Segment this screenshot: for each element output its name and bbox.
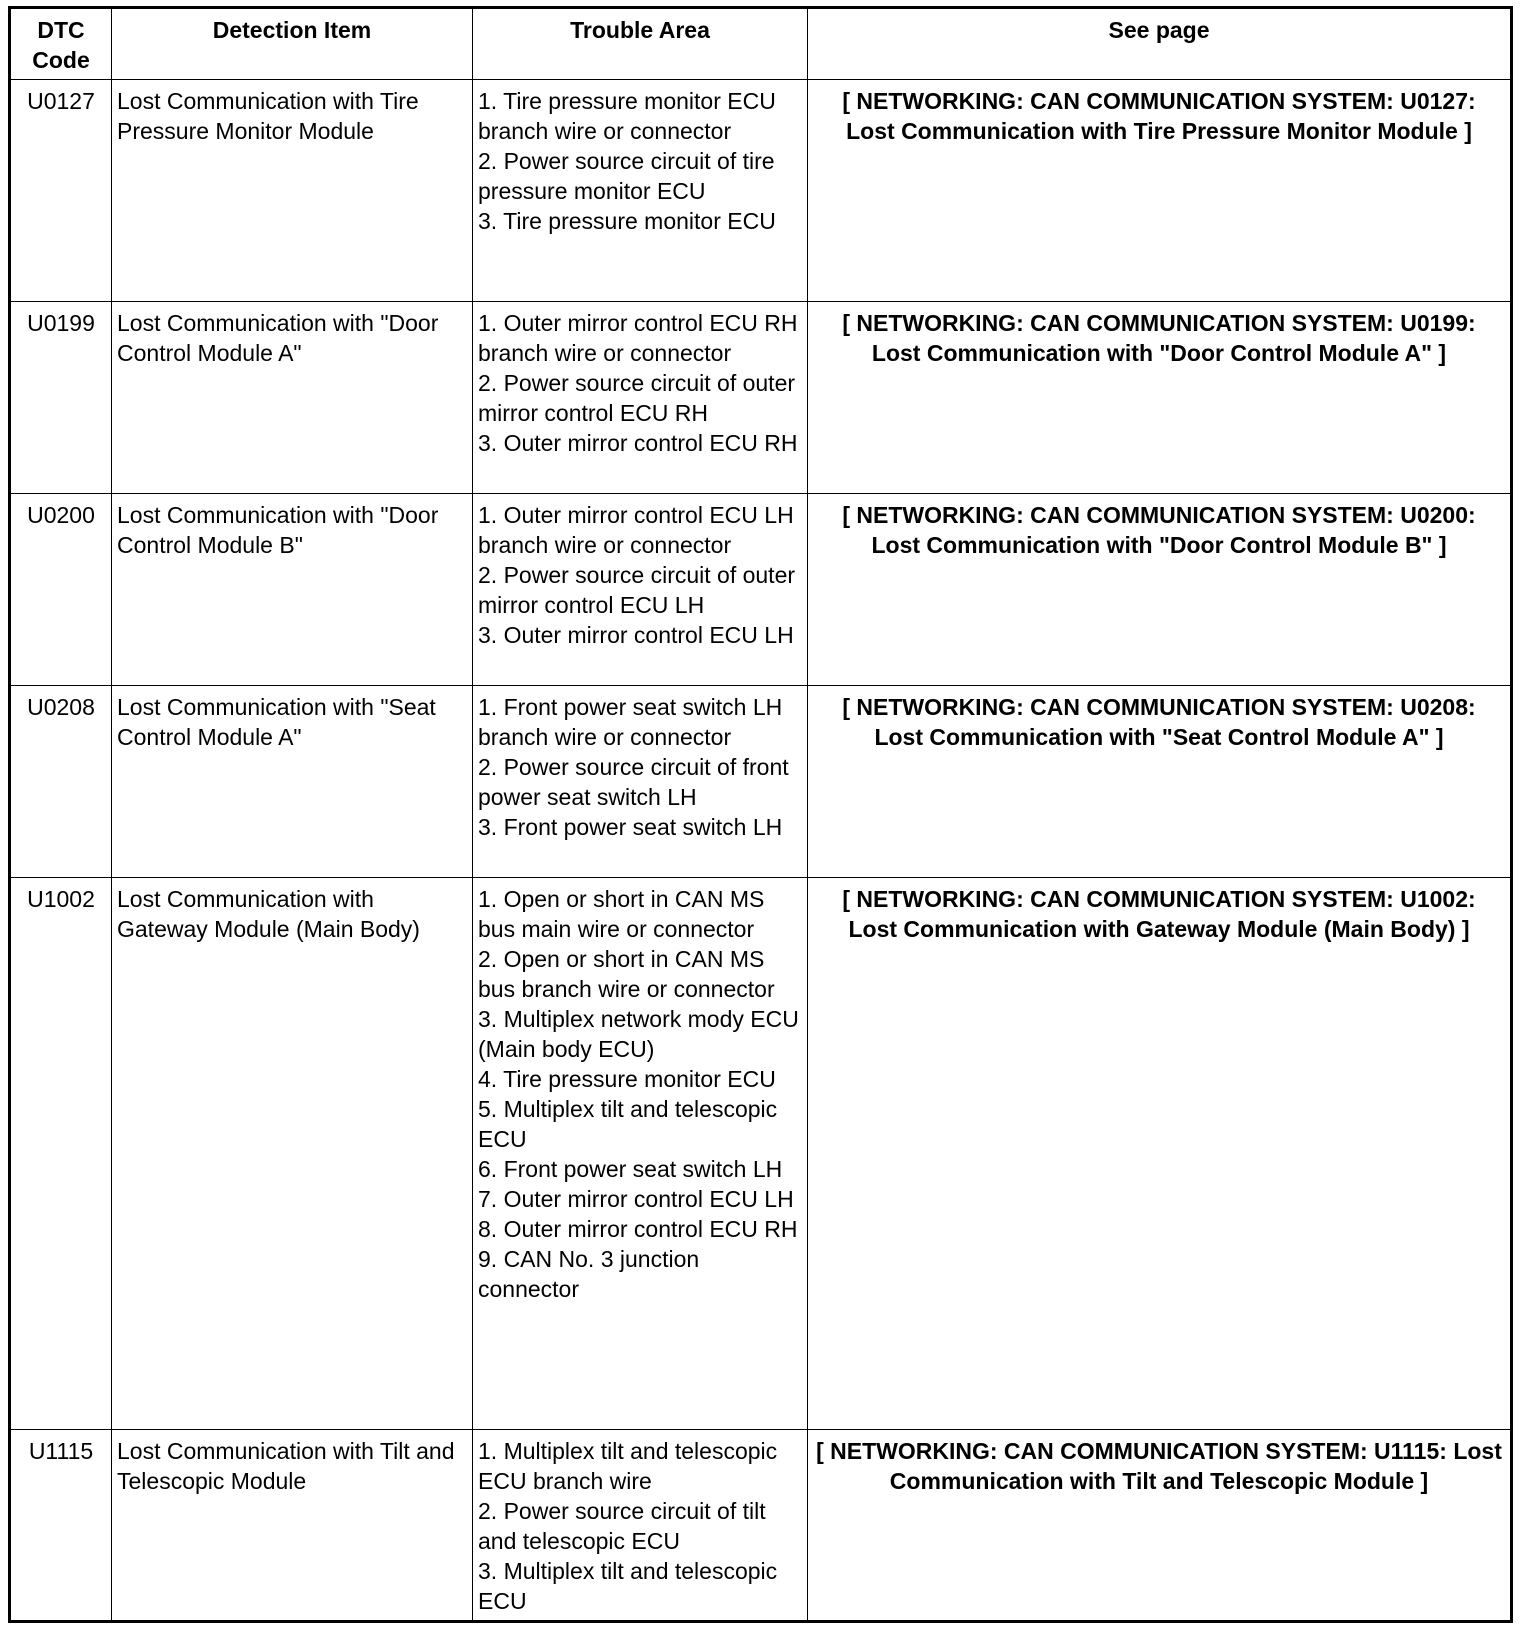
dtc-code-cell: U0199 bbox=[10, 302, 112, 494]
header-trouble-area: Trouble Area bbox=[473, 8, 808, 80]
trouble-area-item: 2. Power source circuit of front power seat switch LH bbox=[478, 754, 789, 810]
trouble-area-item: 2. Power source circuit of tire pressure monitor ECU bbox=[478, 148, 775, 204]
trouble-area-cell bbox=[473, 80, 808, 302]
dtc-code-cell: U1115 bbox=[10, 1430, 112, 1622]
table-row bbox=[10, 878, 1512, 1430]
trouble-area-cell bbox=[473, 1430, 808, 1622]
table-body bbox=[10, 80, 1512, 1622]
header-dtc-code: DTC Code bbox=[10, 8, 112, 80]
trouble-area-cell bbox=[473, 494, 808, 686]
see-page-link[interactable]: [ NETWORKING: CAN COMMUNICATION SYSTEM: U0208: Lost Communication with "Seat Control Module A" ] bbox=[808, 686, 1512, 878]
trouble-area-item: 2. Power source circuit of tilt and telescopic ECU bbox=[478, 1498, 766, 1554]
trouble-area-item: 3. Outer mirror control ECU LH bbox=[478, 622, 794, 648]
dtc-code-cell: U0127 bbox=[10, 80, 112, 302]
table-row bbox=[10, 494, 1512, 686]
detection-item-cell: Lost Communication with "Seat Control Module A" bbox=[112, 686, 473, 878]
table-header-row bbox=[10, 8, 1512, 80]
detection-item-cell: Lost Communication with Gateway Module (Main Body) bbox=[112, 878, 473, 1430]
dtc-code-cell: U0200 bbox=[10, 494, 112, 686]
see-page-link[interactable]: [ NETWORKING: CAN COMMUNICATION SYSTEM: U1002: Lost Communication with Gateway Module (Main Body) ] bbox=[808, 878, 1512, 1430]
detection-item-cell: Lost Communication with Tilt and Telescopic Module bbox=[112, 1430, 473, 1622]
trouble-area-item: 4. Tire pressure monitor ECU bbox=[478, 1066, 776, 1092]
dtc-table bbox=[8, 6, 1513, 1623]
trouble-area-item: 2. Open or short in CAN MS bus branch wire or connector bbox=[478, 946, 775, 1002]
trouble-area-item: 9. CAN No. 3 junction connector bbox=[478, 1246, 700, 1302]
trouble-area-cell bbox=[473, 878, 808, 1430]
trouble-area-item: 1. Outer mirror control ECU LH branch wire or connector bbox=[478, 502, 794, 558]
dtc-code-cell: U1002 bbox=[10, 878, 112, 1430]
trouble-area-item: 1. Outer mirror control ECU RH branch wire or connector bbox=[478, 310, 798, 366]
see-page-link[interactable]: [ NETWORKING: CAN COMMUNICATION SYSTEM: U0199: Lost Communication with "Door Control Module A" ] bbox=[808, 302, 1512, 494]
trouble-area-item: 1. Tire pressure monitor ECU branch wire or connector bbox=[478, 88, 776, 144]
trouble-area-item: 7. Outer mirror control ECU LH bbox=[478, 1186, 794, 1212]
trouble-area-item: 8. Outer mirror control ECU RH bbox=[478, 1216, 798, 1242]
trouble-area-cell bbox=[473, 302, 808, 494]
trouble-area-item: 2. Power source circuit of outer mirror control ECU LH bbox=[478, 562, 796, 618]
trouble-area-item: 1. Open or short in CAN MS bus main wire or connector bbox=[478, 886, 765, 942]
see-page-link[interactable]: [ NETWORKING: CAN COMMUNICATION SYSTEM: U1115: Lost Communication with Tilt and Telescopic Module ] bbox=[808, 1430, 1512, 1622]
see-page-link[interactable]: [ NETWORKING: CAN COMMUNICATION SYSTEM: U0200: Lost Communication with "Door Control Module B" ] bbox=[808, 494, 1512, 686]
trouble-area-item: 3. Tire pressure monitor ECU bbox=[478, 208, 776, 234]
table-row bbox=[10, 80, 1512, 302]
trouble-area-item: 3. Multiplex tilt and telescopic ECU bbox=[478, 1558, 778, 1614]
see-page-link[interactable]: [ NETWORKING: CAN COMMUNICATION SYSTEM: U0127: Lost Communication with Tire Pressure Monitor Module ] bbox=[808, 80, 1512, 302]
trouble-area-item: 2. Power source circuit of outer mirror control ECU RH bbox=[478, 370, 796, 426]
trouble-area-item: 1. Multiplex tilt and telescopic ECU branch wire bbox=[478, 1438, 778, 1494]
header-detection-item: Detection Item bbox=[112, 8, 473, 80]
trouble-area-item: 3. Outer mirror control ECU RH bbox=[478, 430, 798, 456]
detection-item-cell: Lost Communication with "Door Control Module B" bbox=[112, 494, 473, 686]
trouble-area-item: 3. Multiplex network mody ECU (Main body ECU) bbox=[478, 1006, 799, 1062]
trouble-area-item: 5. Multiplex tilt and telescopic ECU bbox=[478, 1096, 778, 1152]
table-row bbox=[10, 686, 1512, 878]
trouble-area-item: 3. Front power seat switch LH bbox=[478, 814, 783, 840]
detection-item-cell: Lost Communication with "Door Control Module A" bbox=[112, 302, 473, 494]
header-see-page: See page bbox=[808, 8, 1512, 80]
trouble-area-cell bbox=[473, 686, 808, 878]
table-row bbox=[10, 1430, 1512, 1622]
dtc-code-cell: U0208 bbox=[10, 686, 112, 878]
trouble-area-item: 6. Front power seat switch LH bbox=[478, 1156, 783, 1182]
detection-item-cell: Lost Communication with Tire Pressure Monitor Module bbox=[112, 80, 473, 302]
trouble-area-item: 1. Front power seat switch LH branch wire or connector bbox=[478, 694, 783, 750]
table-row bbox=[10, 302, 1512, 494]
